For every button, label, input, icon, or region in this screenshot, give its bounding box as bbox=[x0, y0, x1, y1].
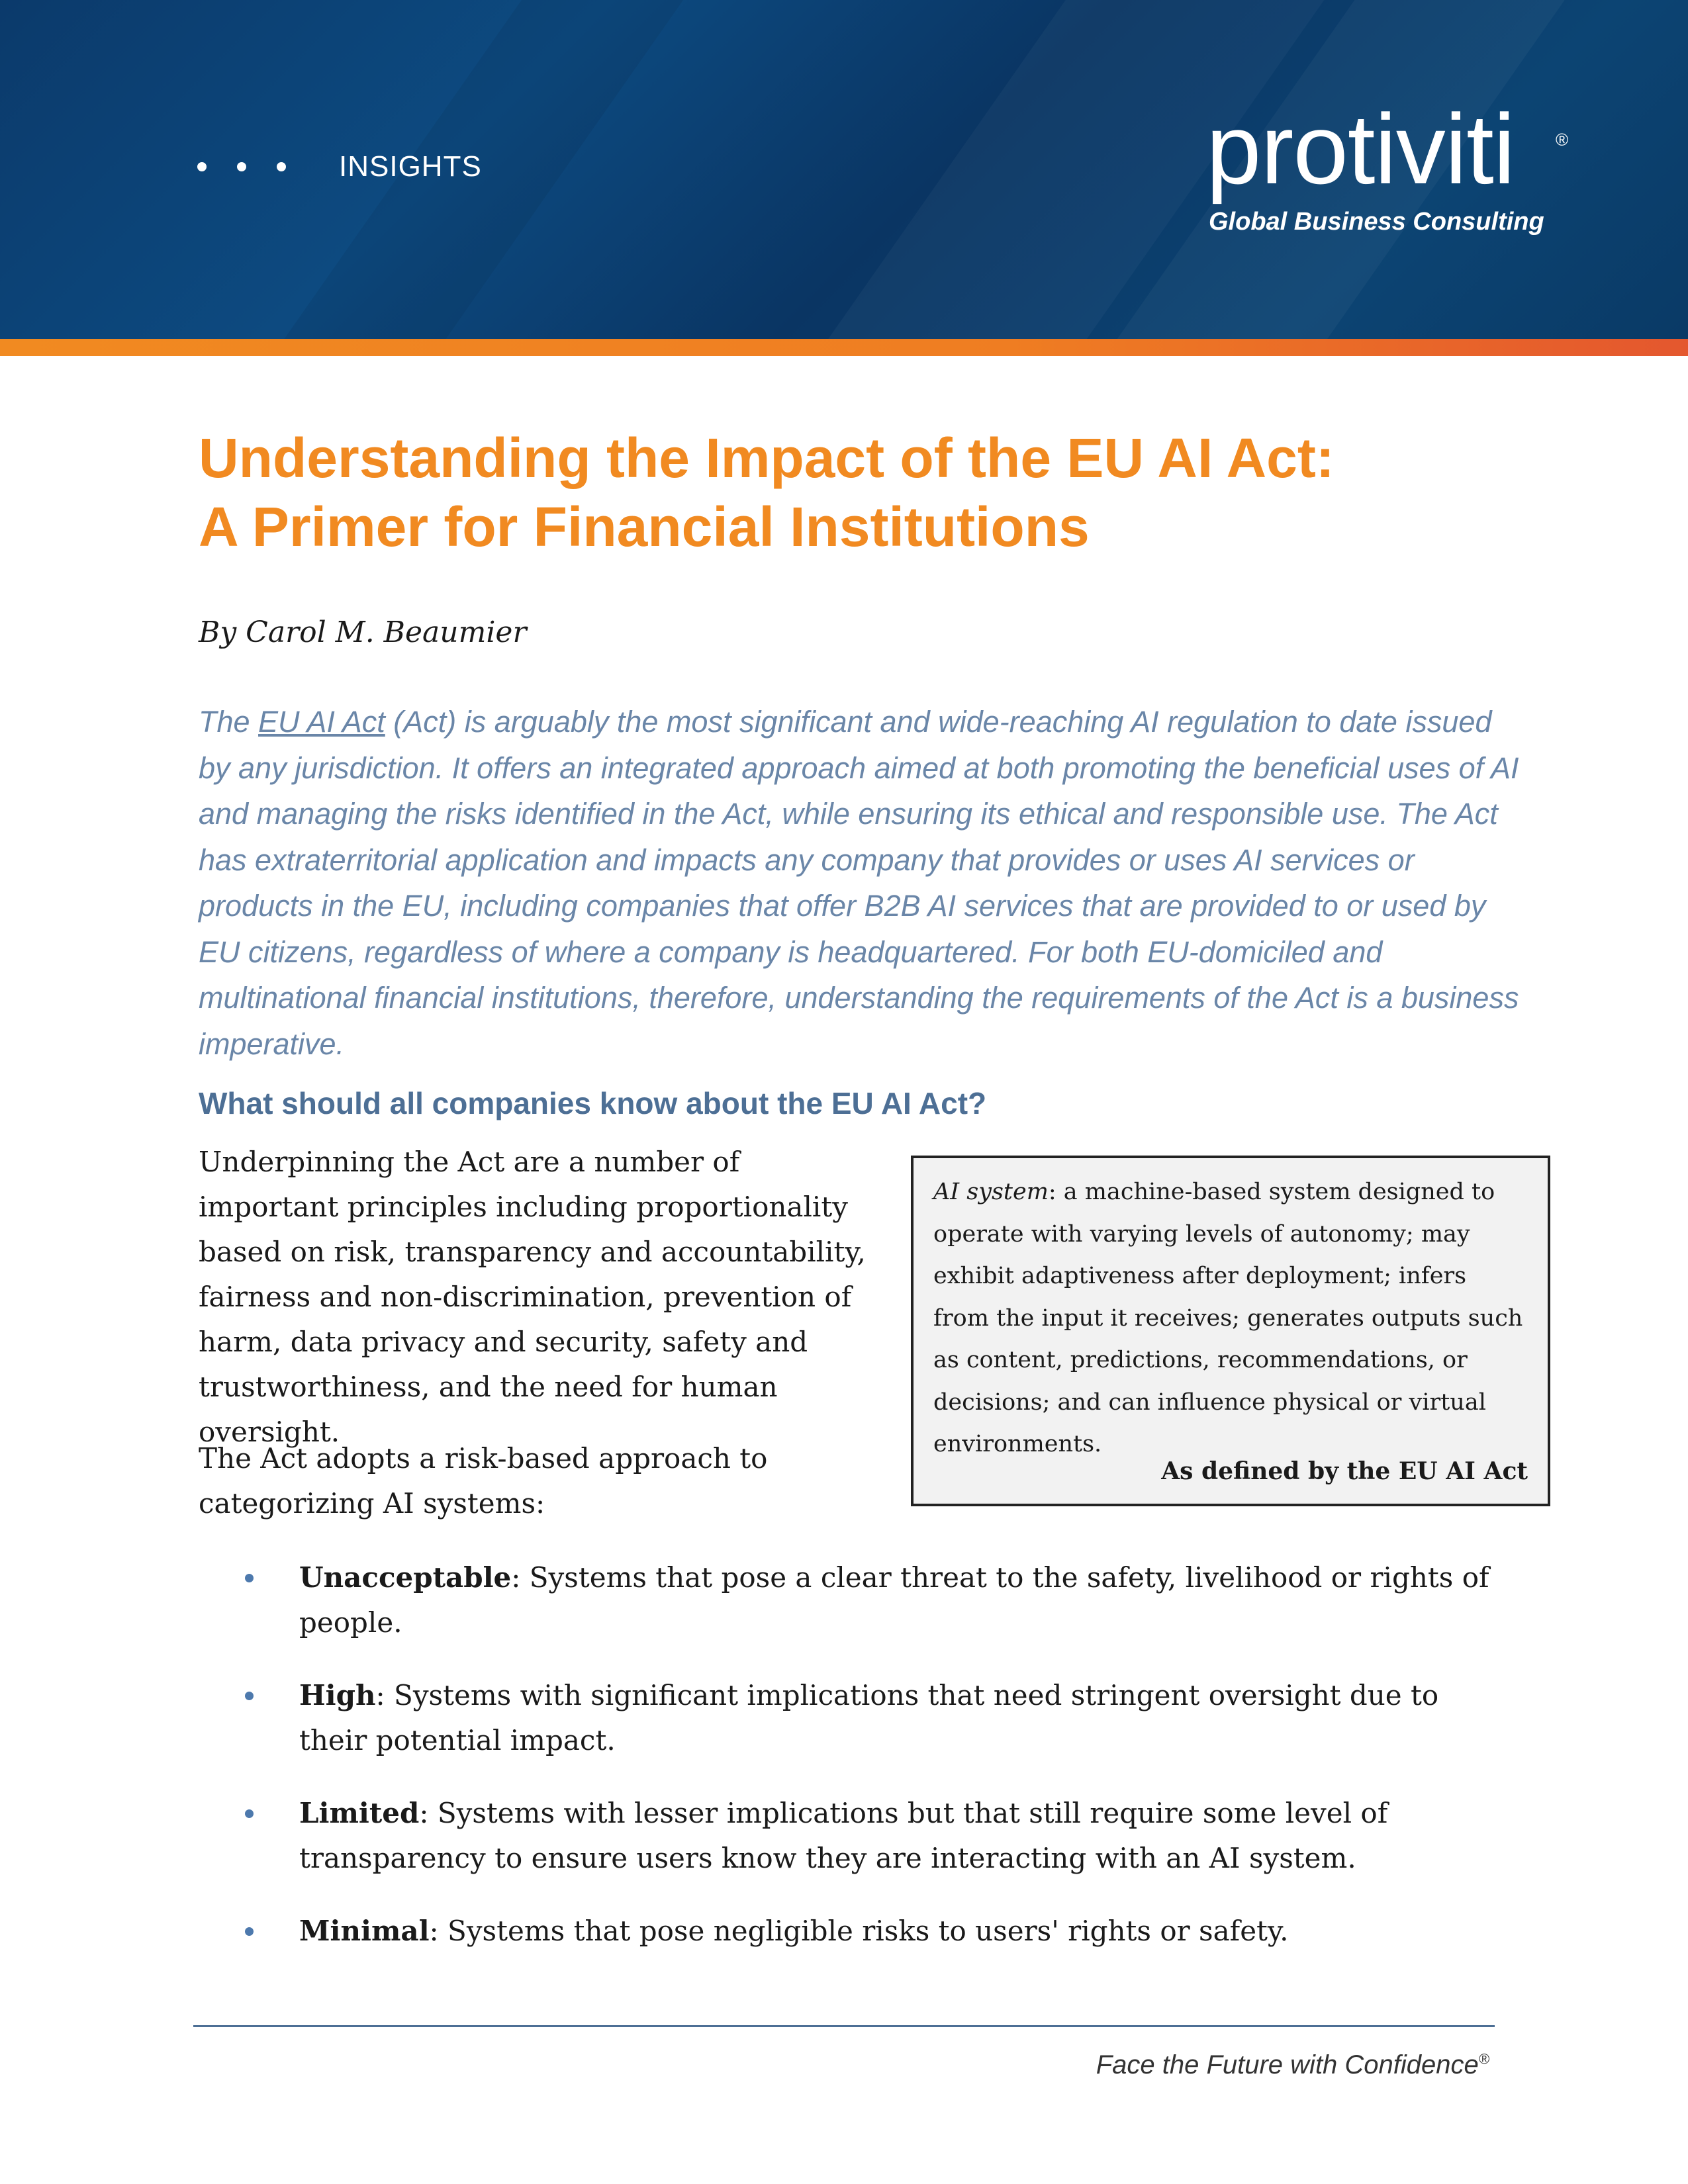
footer-tagline bbox=[1096, 2050, 1489, 2080]
bullet-icon bbox=[245, 1692, 254, 1700]
risk-term: High bbox=[299, 1679, 376, 1711]
risk-term: Limited bbox=[299, 1797, 420, 1829]
list-item bbox=[245, 1673, 1503, 1763]
byline: By Carol M. Beaumier bbox=[199, 615, 527, 649]
dot-icon bbox=[277, 162, 286, 171]
footer-tagline-text: Face the Future with Confidence bbox=[1096, 2050, 1479, 2079]
principles-paragraph: Underpinning the Act are a number of important principles including proportionality based on risk, transparency and accountability, fairness and non-discrimination, prevention of harm, data privacy and security, safety and trustworthiness, and the need for human oversight. bbox=[199, 1146, 866, 1448]
logo-wordmark: protiviti bbox=[1206, 93, 1515, 205]
bullet-icon bbox=[245, 1927, 254, 1936]
title-line-1: Understanding the Impact of the EU AI Act: bbox=[199, 427, 1335, 489]
bullet-icon bbox=[245, 1574, 254, 1582]
dot-icon bbox=[197, 162, 207, 171]
definition-source: As defined by the EU AI Act bbox=[1161, 1457, 1528, 1485]
definition-term: AI system bbox=[933, 1179, 1049, 1205]
footer-registered-mark: ® bbox=[1478, 2050, 1489, 2068]
risk-description: : Systems that pose negligible risks to users' rights or safety. bbox=[429, 1915, 1289, 1947]
dots-decoration bbox=[197, 147, 286, 187]
risk-description: : Systems that pose a clear threat to the safety, livelihood or rights of people. bbox=[299, 1561, 1489, 1639]
title-line-2: A Primer for Financial Institutions bbox=[199, 496, 1090, 558]
eu-ai-act-link[interactable]: EU AI Act bbox=[258, 705, 385, 739]
intro-paragraph bbox=[199, 699, 1523, 1067]
list-item bbox=[245, 1555, 1503, 1645]
page-title bbox=[199, 424, 1523, 561]
list-item bbox=[245, 1909, 1288, 1954]
dot-icon bbox=[237, 162, 246, 171]
risk-term: Unacceptable bbox=[299, 1561, 512, 1594]
definition-text bbox=[933, 1171, 1528, 1466]
logo-tagline: Global Business Consulting bbox=[1209, 208, 1544, 236]
definition-box bbox=[911, 1156, 1550, 1506]
section-heading: What should all companies know about the EU AI Act? bbox=[199, 1086, 987, 1120]
header-banner bbox=[0, 0, 1688, 339]
list-item bbox=[245, 1791, 1503, 1881]
bullet-icon bbox=[245, 1809, 254, 1818]
section-label: INSIGHTS bbox=[339, 150, 482, 183]
risk-approach-paragraph: The Act adopts a risk-based approach to categorizing AI systems: bbox=[199, 1442, 768, 1520]
risk-term: Minimal bbox=[299, 1915, 430, 1947]
intro-post: (Act) is arguably the most significant and wide-reaching AI regulation to date issued by any jurisdiction. It offers an integrated approach aimed at both promoting the beneficial uses of AI and managing the risks identified in the Act, while ensuring its ethical and responsible use. The Act has extraterritorial application and impacts any company that provides or uses AI services or products in the EU, including companies that offer B2B AI services that are provided to or used by EU citizens, regardless of where a company is headquartered. For both EU-domiciled and multinational financial institutions, therefore, understanding the requirements of the Act is a business imperative. bbox=[199, 705, 1519, 1061]
risk-description: : Systems with lesser implications but that still require some level of transparency to ensure users know they are interacting with an AI system. bbox=[299, 1797, 1388, 1874]
logo-registered-mark: ® bbox=[1556, 130, 1569, 150]
footer-divider bbox=[193, 2025, 1495, 2027]
intro-pre: The bbox=[199, 705, 259, 739]
risk-description: : Systems with significant implications that need stringent oversight due to their potential impact. bbox=[299, 1679, 1439, 1756]
accent-bar bbox=[0, 339, 1688, 356]
definition-body: : a machine-based system designed to operate with varying levels of autonomy; may exhibit adaptiveness after deployment; infers from the input it receives; generates outputs such as content, predictions, recommendations, or decisions; and can influence physical or virtual environments. bbox=[933, 1179, 1523, 1457]
protiviti-logo[interactable] bbox=[1206, 93, 1577, 251]
